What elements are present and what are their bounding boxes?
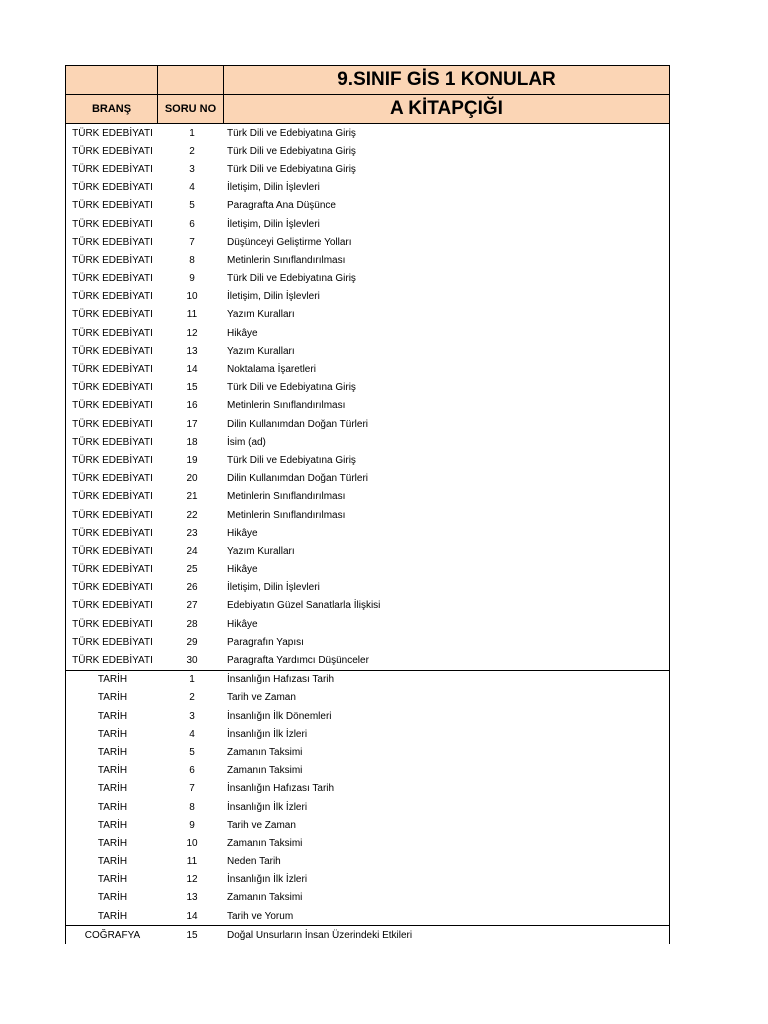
cell-brans[interactable]: TÜRK EDEBİYATI bbox=[72, 418, 153, 430]
cell-soru-no[interactable]: 4 bbox=[189, 182, 195, 194]
table-row bbox=[66, 415, 669, 433]
table-row bbox=[66, 871, 669, 889]
cell-soru-no[interactable]: 6 bbox=[189, 218, 195, 230]
cell-topic[interactable]: Türk Dili ve Edebiyatına Giriş bbox=[227, 145, 356, 157]
cell-brans[interactable]: TÜRK EDEBİYATI bbox=[72, 509, 153, 521]
table-row bbox=[66, 270, 669, 288]
cell-topic[interactable]: İsim (ad) bbox=[227, 436, 266, 448]
cell-topic[interactable]: İletişim, Dilin İşlevleri bbox=[227, 182, 320, 194]
column-header-row bbox=[65, 95, 670, 124]
table-row bbox=[66, 251, 669, 269]
subject-group bbox=[66, 671, 669, 927]
table-row bbox=[66, 124, 669, 142]
table-row bbox=[66, 197, 669, 215]
table-row bbox=[66, 288, 669, 306]
cell-brans[interactable]: TÜRK EDEBİYATI bbox=[72, 618, 153, 630]
cell-soru-no[interactable]: 25 bbox=[186, 564, 198, 576]
cell-topic[interactable]: Dilin Kullanımdan Doğan Türleri bbox=[227, 473, 368, 485]
subject-group bbox=[66, 926, 669, 944]
cell-topic[interactable]: Hikâye bbox=[227, 327, 258, 339]
cell-soru-no[interactable]: 13 bbox=[186, 892, 198, 904]
cell-brans[interactable]: TÜRK EDEBİYATI bbox=[72, 582, 153, 594]
table-row bbox=[66, 233, 669, 251]
cell-brans[interactable]: TÜRK EDEBİYATI bbox=[72, 400, 153, 412]
cell-topic[interactable]: Dilin Kullanımdan Doğan Türleri bbox=[227, 418, 368, 430]
cell-brans[interactable]: TARİH bbox=[97, 837, 128, 849]
cell-topic[interactable]: Doğal Unsurların İnsan Üzerindeki Etkileri bbox=[227, 929, 413, 941]
cell-soru-no[interactable]: 27 bbox=[186, 600, 198, 612]
cell-soru-no[interactable]: 9 bbox=[189, 819, 195, 831]
cell-soru-no[interactable]: 6 bbox=[189, 765, 195, 777]
sheet-title[interactable]: 9.SINIF GİS 1 KONULAR bbox=[224, 66, 670, 94]
table-row bbox=[66, 707, 669, 725]
cell-topic[interactable]: Türk Dili ve Edebiyatına Giriş bbox=[227, 273, 356, 285]
cell-soru-no[interactable]: 7 bbox=[189, 236, 195, 248]
cell-topic[interactable]: İletişim, Dilin İşlevleri bbox=[227, 218, 320, 230]
cell-topic[interactable]: Yazım Kuralları bbox=[227, 545, 295, 557]
cell-soru-no[interactable]: 21 bbox=[186, 491, 198, 503]
cell-soru-no[interactable]: 15 bbox=[186, 929, 198, 941]
cell-soru-no[interactable]: 19 bbox=[186, 454, 198, 466]
table-row bbox=[66, 397, 669, 415]
cell-soru-no[interactable]: 4 bbox=[189, 728, 195, 740]
table-row bbox=[66, 853, 669, 871]
cell-brans[interactable]: TÜRK EDEBİYATI bbox=[72, 564, 153, 576]
cell-brans[interactable]: TARİH bbox=[97, 892, 128, 904]
cell-topic[interactable]: Tarih ve Yorum bbox=[227, 910, 294, 922]
cell-topic[interactable]: İnsanlığın İlk İzleri bbox=[227, 801, 308, 813]
table-row bbox=[66, 524, 669, 542]
cell-brans[interactable]: TÜRK EDEBİYATI bbox=[72, 364, 153, 376]
table-row bbox=[66, 762, 669, 780]
cell-topic[interactable]: Türk Dili ve Edebiyatına Giriş bbox=[227, 382, 356, 394]
table-row bbox=[66, 506, 669, 524]
cell-soru-no[interactable]: 14 bbox=[186, 910, 198, 922]
cell-brans[interactable]: TÜRK EDEBİYATI bbox=[72, 273, 153, 285]
cell-brans[interactable]: TÜRK EDEBİYATI bbox=[72, 182, 153, 194]
table-row bbox=[66, 470, 669, 488]
cell-topic[interactable]: Zamanın Taksimi bbox=[227, 746, 303, 758]
cell-brans[interactable]: TÜRK EDEBİYATI bbox=[72, 382, 153, 394]
cell-brans[interactable]: COĞRAFYA bbox=[84, 929, 141, 941]
table-row bbox=[66, 889, 669, 907]
table-row bbox=[66, 561, 669, 579]
cell-brans[interactable]: TÜRK EDEBİYATI bbox=[72, 345, 153, 357]
cell-soru-no[interactable]: 5 bbox=[189, 746, 195, 758]
table-row bbox=[66, 542, 669, 560]
table-row bbox=[66, 780, 669, 798]
cell-brans[interactable]: TÜRK EDEBİYATI bbox=[72, 291, 153, 303]
cell-brans[interactable]: TÜRK EDEBİYATI bbox=[72, 127, 153, 139]
cell-topic[interactable]: Noktalama İşaretleri bbox=[227, 364, 316, 376]
title-row bbox=[65, 65, 670, 95]
spreadsheet-sheet bbox=[65, 65, 670, 944]
cell-topic[interactable]: İnsanlığın İlk İzleri bbox=[227, 874, 308, 886]
cell-brans[interactable]: TÜRK EDEBİYATI bbox=[72, 600, 153, 612]
cell-soru-no[interactable]: 17 bbox=[186, 418, 198, 430]
cell-brans[interactable]: TÜRK EDEBİYATI bbox=[72, 527, 153, 539]
cell-brans[interactable]: TARİH bbox=[97, 765, 128, 777]
cell-soru-no[interactable]: 8 bbox=[189, 801, 195, 813]
cell-brans[interactable]: TÜRK EDEBİYATI bbox=[72, 254, 153, 266]
cell-topic[interactable]: İnsanlığın Hafızası Tarih bbox=[227, 783, 335, 795]
cell-soru-no[interactable]: 12 bbox=[186, 874, 198, 886]
cell-soru-no[interactable]: 10 bbox=[186, 291, 198, 303]
cell-brans[interactable]: TÜRK EDEBİYATI bbox=[72, 309, 153, 321]
cell-soru-no[interactable]: 5 bbox=[189, 200, 195, 212]
cell-soru-no[interactable]: 15 bbox=[186, 382, 198, 394]
cell-topic[interactable]: Düşünceyi Geliştirme Yolları bbox=[227, 236, 352, 248]
table-row bbox=[66, 926, 669, 944]
cell-brans[interactable]: TARİH bbox=[97, 910, 128, 922]
cell-brans[interactable]: TÜRK EDEBİYATI bbox=[72, 436, 153, 448]
title-row-cell-a[interactable] bbox=[65, 66, 158, 94]
table-row bbox=[66, 743, 669, 761]
cell-brans[interactable]: TÜRK EDEBİYATI bbox=[72, 636, 153, 648]
table-row bbox=[66, 215, 669, 233]
table-row bbox=[66, 725, 669, 743]
cell-brans[interactable]: TÜRK EDEBİYATI bbox=[72, 327, 153, 339]
cell-topic[interactable]: Neden Tarih bbox=[227, 856, 281, 868]
cell-topic[interactable]: Zamanın Taksimi bbox=[227, 765, 303, 777]
cell-soru-no[interactable]: 29 bbox=[186, 636, 198, 648]
cell-soru-no[interactable]: 2 bbox=[189, 692, 195, 704]
cell-topic[interactable]: Hikâye bbox=[227, 618, 258, 630]
cell-soru-no[interactable]: 22 bbox=[186, 509, 198, 521]
cell-brans[interactable]: TÜRK EDEBİYATI bbox=[72, 655, 153, 667]
cell-brans[interactable]: TARİH bbox=[97, 674, 128, 686]
table-row bbox=[66, 379, 669, 397]
cell-topic[interactable]: Edebiyatın Güzel Sanatlarla İlişkisi bbox=[227, 600, 381, 612]
cell-brans[interactable]: TÜRK EDEBİYATI bbox=[72, 218, 153, 230]
cell-brans[interactable]: TÜRK EDEBİYATI bbox=[72, 145, 153, 157]
cell-brans[interactable]: TÜRK EDEBİYATI bbox=[72, 545, 153, 557]
table-row bbox=[66, 671, 669, 689]
cell-topic[interactable]: İnsanlığın Hafızası Tarih bbox=[227, 674, 335, 686]
table-row bbox=[66, 306, 669, 324]
cell-brans[interactable]: TÜRK EDEBİYATI bbox=[72, 473, 153, 485]
booklet-title[interactable]: A KİTAPÇIĞI bbox=[224, 95, 670, 123]
cell-soru-no[interactable]: 11 bbox=[186, 309, 198, 321]
cell-topic[interactable]: Metinlerin Sınıflandırılması bbox=[227, 509, 346, 521]
table-body bbox=[65, 124, 670, 944]
cell-topic[interactable]: Yazım Kuralları bbox=[227, 309, 295, 321]
subject-group bbox=[66, 124, 669, 671]
cell-brans[interactable]: TARİH bbox=[97, 874, 128, 886]
cell-soru-no[interactable]: 13 bbox=[186, 345, 198, 357]
table-row bbox=[66, 488, 669, 506]
column-header-soru-no[interactable]: SORU NO bbox=[158, 95, 224, 123]
cell-soru-no[interactable]: 3 bbox=[189, 163, 195, 175]
cell-brans[interactable]: TARİH bbox=[97, 801, 128, 813]
cell-topic[interactable]: İletişim, Dilin İşlevleri bbox=[227, 582, 320, 594]
cell-brans[interactable]: TARİH bbox=[97, 692, 128, 704]
cell-brans[interactable]: TARİH bbox=[97, 819, 128, 831]
cell-topic[interactable]: Türk Dili ve Edebiyatına Giriş bbox=[227, 454, 356, 466]
cell-topic[interactable]: Hikâye bbox=[227, 564, 258, 576]
table-row bbox=[66, 907, 669, 925]
cell-soru-no[interactable]: 11 bbox=[186, 856, 198, 868]
cell-topic[interactable]: Paragrafta Yardımcı Düşünceler bbox=[227, 655, 369, 667]
cell-soru-no[interactable]: 3 bbox=[189, 710, 195, 722]
cell-soru-no[interactable]: 9 bbox=[189, 273, 195, 285]
cell-topic[interactable]: Paragrafta Ana Düşünce bbox=[227, 200, 336, 212]
cell-soru-no[interactable]: 20 bbox=[186, 473, 198, 485]
cell-topic[interactable]: Türk Dili ve Edebiyatına Giriş bbox=[227, 127, 356, 139]
column-header-brans[interactable]: BRANŞ bbox=[65, 95, 158, 123]
cell-soru-no[interactable]: 14 bbox=[186, 364, 198, 376]
cell-soru-no[interactable]: 1 bbox=[189, 127, 195, 139]
cell-brans[interactable]: TARİH bbox=[97, 728, 128, 740]
cell-topic[interactable]: Tarih ve Zaman bbox=[227, 819, 296, 831]
cell-topic[interactable]: Metinlerin Sınıflandırılması bbox=[227, 491, 346, 503]
cell-brans[interactable]: TÜRK EDEBİYATI bbox=[72, 491, 153, 503]
cell-topic[interactable]: Tarih ve Zaman bbox=[227, 692, 296, 704]
table-row bbox=[66, 615, 669, 633]
table-row bbox=[66, 597, 669, 615]
cell-topic[interactable]: Yazım Kuralları bbox=[227, 345, 295, 357]
cell-soru-no[interactable]: 18 bbox=[186, 436, 198, 448]
table-row bbox=[66, 142, 669, 160]
cell-soru-no[interactable]: 8 bbox=[189, 254, 195, 266]
table-row bbox=[66, 834, 669, 852]
cell-topic[interactable]: Zamanın Taksimi bbox=[227, 892, 303, 904]
cell-topic[interactable]: Hikâye bbox=[227, 527, 258, 539]
table-row bbox=[66, 342, 669, 360]
table-row bbox=[66, 179, 669, 197]
table-row bbox=[66, 633, 669, 651]
cell-brans[interactable]: TÜRK EDEBİYATI bbox=[72, 163, 153, 175]
cell-topic[interactable]: Zamanın Taksimi bbox=[227, 837, 303, 849]
cell-brans[interactable]: TARİH bbox=[97, 710, 128, 722]
cell-brans[interactable]: TARİH bbox=[97, 783, 128, 795]
cell-soru-no[interactable]: 7 bbox=[189, 783, 195, 795]
title-row-cell-b[interactable] bbox=[158, 66, 224, 94]
cell-soru-no[interactable]: 24 bbox=[186, 545, 198, 557]
table-row bbox=[66, 798, 669, 816]
cell-topic[interactable]: Paragrafın Yapısı bbox=[227, 636, 304, 648]
cell-topic[interactable]: İletişim, Dilin İşlevleri bbox=[227, 291, 320, 303]
cell-topic[interactable]: İnsanlığın İlk Dönemleri bbox=[227, 710, 332, 722]
cell-brans[interactable]: TARİH bbox=[97, 856, 128, 868]
cell-soru-no[interactable]: 26 bbox=[186, 582, 198, 594]
cell-soru-no[interactable]: 23 bbox=[186, 527, 198, 539]
cell-topic[interactable]: İnsanlığın İlk İzleri bbox=[227, 728, 308, 740]
cell-brans[interactable]: TÜRK EDEBİYATI bbox=[72, 200, 153, 212]
table-row bbox=[66, 579, 669, 597]
cell-topic[interactable]: Metinlerin Sınıflandırılması bbox=[227, 254, 346, 266]
cell-soru-no[interactable]: 12 bbox=[186, 327, 198, 339]
cell-soru-no[interactable]: 10 bbox=[186, 837, 198, 849]
cell-soru-no[interactable]: 28 bbox=[186, 618, 198, 630]
table-row bbox=[66, 324, 669, 342]
table-row bbox=[66, 433, 669, 451]
cell-brans[interactable]: TÜRK EDEBİYATI bbox=[72, 236, 153, 248]
table-row bbox=[66, 651, 669, 669]
cell-soru-no[interactable]: 1 bbox=[189, 674, 195, 686]
table-row bbox=[66, 360, 669, 378]
cell-soru-no[interactable]: 16 bbox=[186, 400, 198, 412]
cell-topic[interactable]: Metinlerin Sınıflandırılması bbox=[227, 400, 346, 412]
cell-brans[interactable]: TÜRK EDEBİYATI bbox=[72, 454, 153, 466]
cell-soru-no[interactable]: 2 bbox=[189, 145, 195, 157]
cell-soru-no[interactable]: 30 bbox=[186, 655, 198, 667]
table-row bbox=[66, 816, 669, 834]
table-row bbox=[66, 160, 669, 178]
table-row bbox=[66, 689, 669, 707]
cell-brans[interactable]: TARİH bbox=[97, 746, 128, 758]
cell-topic[interactable]: Türk Dili ve Edebiyatına Giriş bbox=[227, 163, 356, 175]
table-row bbox=[66, 451, 669, 469]
